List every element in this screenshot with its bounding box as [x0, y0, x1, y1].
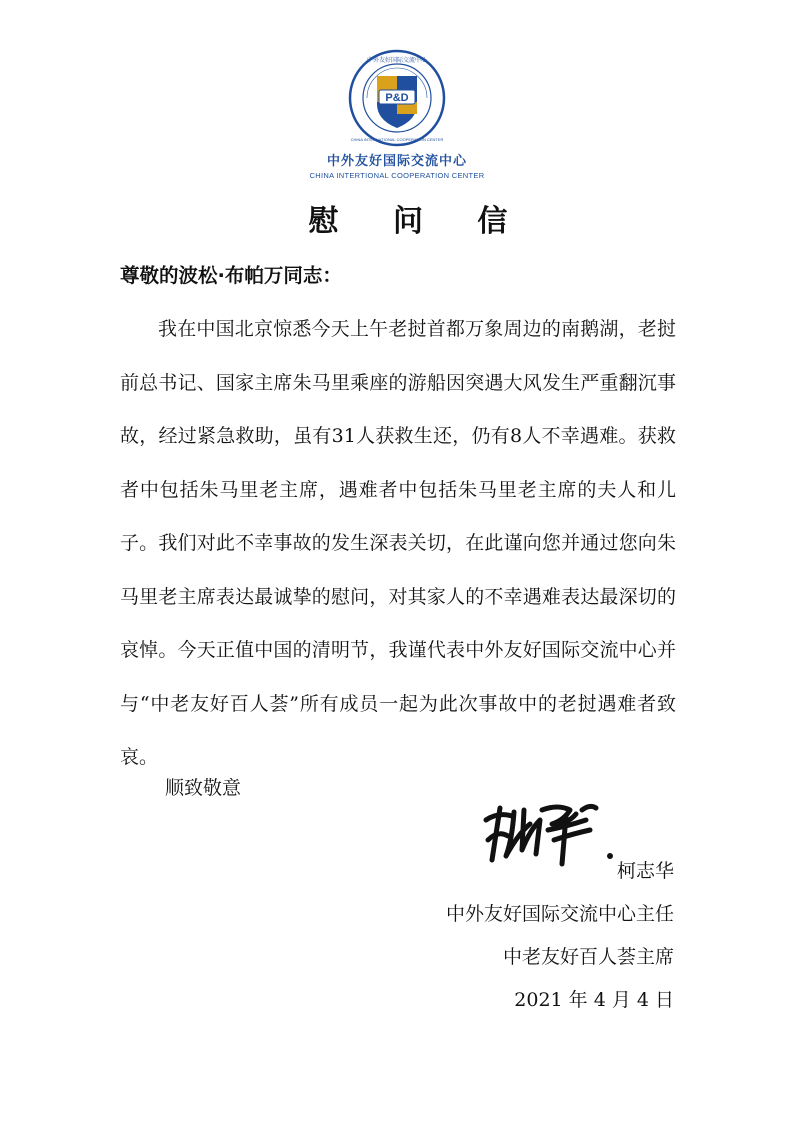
- svg-text:CHINA INTERNATIONAL COOPERATIO: CHINA INTERNATIONAL COOPERATION CENTER: [350, 137, 444, 142]
- signer-title-1: 中外友好国际交流中心主任: [445, 903, 674, 925]
- signer-title-2: 中老友好百人荟主席: [502, 946, 674, 968]
- signer-name: 柯志华: [616, 860, 674, 882]
- letterhead: [0, 48, 794, 180]
- svg-text:中外友好国际交流中心: 中外友好国际交流中心: [366, 57, 428, 64]
- letter-title: 慰 问 信: [308, 204, 530, 239]
- signature-block: [446, 850, 674, 1022]
- org-name-cn: 中外友好国际交流中心: [326, 154, 467, 169]
- letter-body: 我在中国北京惊悉今天上午老挝首都万象周边的南鹅湖，老挝前总书记、国家主席朱马里乘座的游船因突遇大风发生严重翻沉事故，经过紧急救助，虽有31人获救生还，仍有8人不幸遇难。获救者中包括朱马里老主席，遇难者中包括朱马里老主席的夫人和儿子。我们对此不幸事故的发生深表关切，在此谨向您并通过您向朱马里老主席表达最诚挚的慰问，对其家人的不幸遇难表达最深切的哀悼。今天正值中国的清明节，我谨代表中外友好国际交流中心并与“中老友好百人荟”所有成员一起为此次事故中的老挝遇难者致哀。: [120, 318, 676, 768]
- org-logo-icon: [347, 48, 447, 148]
- svg-text:P&D: P&D: [385, 92, 409, 104]
- org-name-en: CHINA INTERTIONAL COOPERATION CENTER: [309, 171, 485, 180]
- closing-phrase: 顺致敬意: [165, 777, 242, 799]
- letter-date: 2021 年 4 月 4 日: [514, 989, 674, 1011]
- salutation: 尊敬的波松·布帕万同志：: [120, 264, 342, 287]
